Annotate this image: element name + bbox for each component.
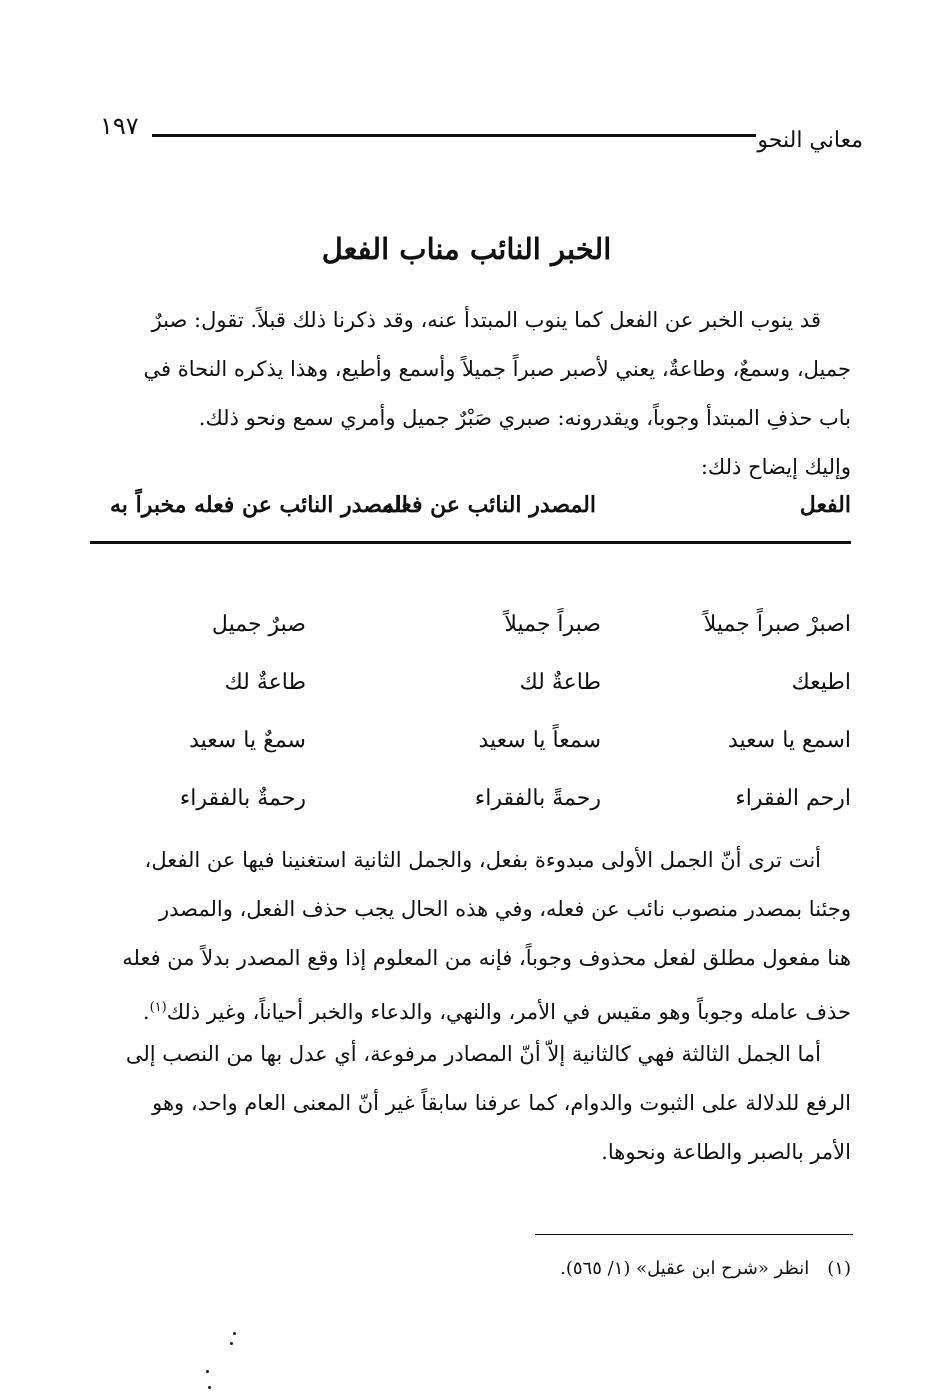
intro-paragraph	[90, 296, 851, 492]
footnote-text: انظر «شرح ابن عقيل» (١/ ٥٦٥).	[560, 1258, 810, 1279]
table-cell: صبراً جميلاً	[504, 612, 601, 637]
table-header-cell: الفعل	[799, 492, 851, 518]
running-header-title: معاني النحو	[757, 128, 863, 153]
page-number: ١٩٧	[100, 112, 139, 140]
footnote	[560, 1258, 851, 1279]
body-paragraph-3	[90, 1030, 851, 1177]
intro-line: وإليك إيضاح ذلك:	[700, 455, 851, 479]
footnote-reference: (١)	[149, 1000, 167, 1015]
intro-line: باب حذفِ المبتدأ وجوباً، ويقدرونه: صبري صَبْرٌ جميل وأمري سمع ونحو ذلك.	[198, 406, 851, 430]
table-header-cell: المصدر النائب عن فعله مخبراً به	[110, 492, 408, 518]
table-rule	[90, 541, 851, 544]
table-row	[90, 786, 851, 826]
table-cell: ارحم الفقراء	[735, 786, 851, 811]
body-line: وجئنا بمصدر منصوب نائب عن فعله، وفي هذه الحال يجب حذف الفعل، والمصدر	[158, 897, 851, 921]
body-paragraph-2	[90, 836, 851, 1037]
table-cell: طاعةٌ لك	[519, 670, 601, 695]
table-cell: طاعةٌ لك	[224, 670, 306, 695]
table-cell: سمعٌ يا سعيد	[189, 728, 306, 753]
table-cell: رحمةً بالفقراء	[474, 786, 601, 811]
body-line: الأمر بالصبر والطاعة ونحوها.	[601, 1140, 851, 1164]
header-rule	[152, 134, 756, 137]
body-line-text: حذف عامله وجوباً وهو مقيس في الأمر، والنهي، والدعاء والخبر أحياناً، وغير ذلك	[166, 1000, 851, 1024]
body-line: أما الجمل الثالثة فهي كالثانية إلاّ أنّ المصادر مرفوعة، أي عدل بها من النصب إلى	[125, 1042, 821, 1066]
table-header-row	[90, 492, 851, 532]
table-cell: رحمةٌ بالفقراء	[179, 786, 306, 811]
intro-line: جميل، وسمعٌ، وطاعةٌ، يعني لأصبر صبراً جميلاً وأسمع وأطيع، وهذا يذكره النحاة في	[143, 357, 851, 381]
table-cell: اصبرْ صبراً جميلاً	[703, 612, 851, 637]
table-header-cell: المصدر النائب عن فعله	[382, 492, 596, 518]
table-cell: سمعاً يا سعيد	[478, 728, 601, 753]
table-row	[90, 670, 851, 710]
speck	[206, 1370, 209, 1373]
footnote-separator	[535, 1234, 853, 1235]
table-row	[90, 612, 851, 652]
intro-line: قد ينوب الخبر عن الفعل كما ينوب المبتدأ عنه، وقد ذكرنا ذلك قبلاً. تقول: صبرٌ	[151, 308, 821, 332]
table-row	[90, 728, 851, 768]
speck	[230, 1342, 233, 1345]
scan-specks	[200, 1330, 240, 1390]
table-cell: اسمع يا سعيد	[727, 728, 851, 753]
section-heading: الخبر النائب مناب الفعل	[321, 232, 612, 266]
sentence-end: .	[142, 1000, 150, 1024]
body-line: الرفع للدلالة على الثبوت والدوام، كما عرفنا سابقاً غير أنّ المعنى العام واحد، وهو	[152, 1091, 851, 1115]
speck	[208, 1386, 211, 1389]
body-line: أنت ترى أنّ الجمل الأولى مبدوءة بفعل، والجمل الثانية استغنينا فيها عن الفعل،	[144, 848, 821, 872]
footnote-number: (١)	[827, 1258, 851, 1279]
body-line: هنا مفعول مطلق لفعل محذوف وجوباً، فإنه من المعلوم إذا وقع المصدر بدلاً من فعله	[122, 946, 851, 970]
table-cell: اطيعك	[791, 670, 851, 695]
body-line	[90, 983, 851, 1037]
speck	[233, 1332, 236, 1335]
table-cell: صبرٌ جميل	[211, 612, 306, 637]
